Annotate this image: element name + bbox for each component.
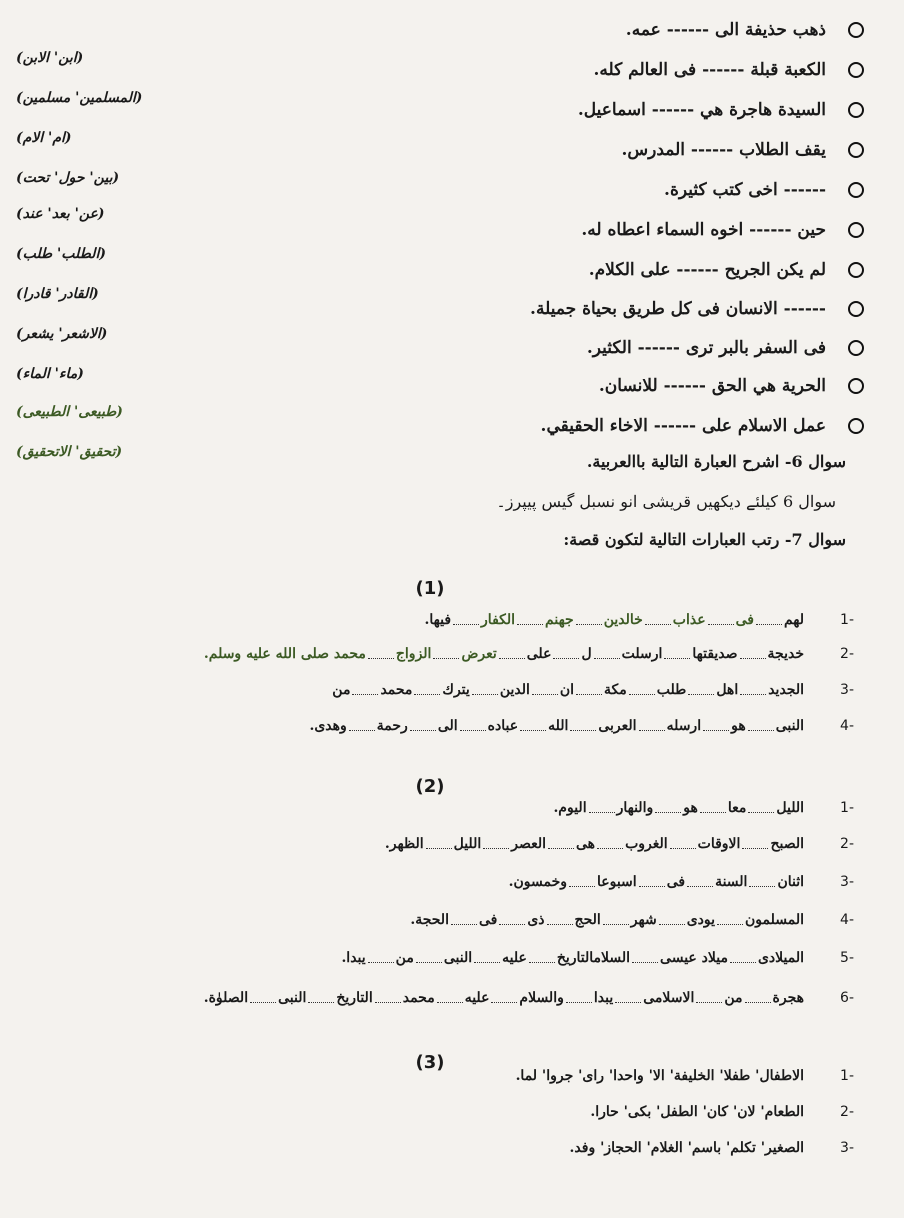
jumbled-word: هى	[576, 836, 596, 852]
jumbled-word: اثنان	[777, 874, 804, 890]
dotted-separator	[474, 962, 500, 963]
fill-in-blank-text: عمل الاسلام على ------ الاخاء الحقيقي.	[540, 416, 826, 436]
dotted-separator	[547, 924, 573, 925]
jumbled-word: الى	[437, 718, 458, 734]
item-text	[385, 836, 804, 852]
jumbled-word: رحمة	[376, 718, 408, 734]
dotted-separator	[594, 658, 620, 659]
dotted-separator	[576, 694, 602, 695]
circle-bullet-icon	[848, 102, 864, 118]
jumbled-word: فى	[666, 874, 686, 890]
jumbled-word: النبى	[278, 990, 307, 1006]
dotted-separator	[566, 1002, 592, 1003]
jumbled-word: الظهر.	[384, 836, 424, 852]
jumbled-word: السلامالتاريخ	[556, 950, 631, 966]
answer-option: (بين' حول' تحت)	[16, 170, 120, 186]
jumbled-word: جهنم	[545, 612, 574, 628]
dotted-separator	[520, 730, 546, 731]
dotted-separator	[664, 658, 690, 659]
jumbled-word: اسبوعا	[596, 874, 637, 890]
dotted-separator	[756, 624, 782, 625]
item-number: 3-	[840, 682, 854, 698]
item-number: 3-	[840, 1140, 854, 1156]
dotted-separator	[368, 658, 394, 659]
fill-in-blank-item	[589, 252, 864, 288]
answer-option: (تحقيق' الاتحقيق)	[16, 444, 123, 460]
circle-bullet-icon	[848, 340, 864, 356]
jumbled-word: التاريخ	[336, 990, 373, 1006]
fill-in-blank-text: فى السفر بالبر ترى ------ الكثير.	[586, 338, 826, 358]
jumbled-word: ل	[581, 646, 592, 662]
dotted-separator	[700, 812, 726, 813]
jumbled-word: ارسلت	[621, 646, 663, 662]
dotted-separator	[517, 624, 543, 625]
ordering-item	[309, 718, 854, 752]
item-text	[204, 990, 804, 1006]
item-text	[509, 874, 804, 890]
dotted-separator	[414, 694, 440, 695]
jumbled-word: المسلمون	[745, 912, 804, 928]
item-text: الصغير' تكلم' باسم' الغلام' الحجاز' وفد.	[569, 1140, 804, 1156]
fill-in-blank-text: ذهب حذيفة الى ------ عمه.	[625, 20, 826, 40]
jumbled-word: محمد صلى الله عليه وسلم.	[203, 646, 366, 662]
jumbled-word: الحجة.	[410, 912, 449, 928]
answer-option: (المسلمين' مسلمين)	[16, 90, 143, 106]
dotted-separator	[548, 848, 574, 849]
circle-bullet-icon	[848, 378, 864, 394]
jumbled-word: مكة	[604, 682, 627, 698]
dotted-separator	[368, 962, 394, 963]
dotted-separator	[410, 730, 436, 731]
jumbled-word: ارسله	[666, 718, 702, 734]
dotted-separator	[696, 1002, 722, 1003]
dotted-separator	[349, 730, 375, 731]
jumbled-word: فى	[735, 612, 754, 628]
item-number: 2-	[840, 836, 854, 852]
item-text: الطعام' لان' كان' الطفل' بكى' حارا.	[590, 1104, 804, 1120]
question-6-urdu-note: سوال 6 کیلئے دیکھیں قریشی انو نسبل گیس پیپرز۔	[496, 492, 836, 511]
dotted-separator	[730, 962, 756, 963]
dotted-separator	[748, 730, 774, 731]
item-number: 1-	[840, 612, 854, 628]
circle-bullet-icon	[848, 62, 864, 78]
dotted-separator	[639, 886, 665, 887]
jumbled-word: النبى	[775, 718, 804, 734]
dotted-separator	[688, 694, 714, 695]
question-6-title: سوال 6- اشرح العبارة التالية باالعربية.	[586, 452, 846, 471]
dotted-separator	[629, 694, 655, 695]
dotted-separator	[532, 694, 558, 695]
dotted-separator	[529, 962, 555, 963]
jumbled-word: النبى	[443, 950, 473, 966]
jumbled-word: على	[526, 646, 552, 662]
dotted-separator	[615, 1002, 641, 1003]
jumbled-word: الحج	[574, 912, 601, 928]
jumbled-word: خديجة	[767, 646, 804, 662]
item-text	[341, 950, 804, 966]
jumbled-word: الميلادى	[757, 950, 804, 966]
dotted-separator	[632, 962, 658, 963]
jumbled-word: يترك	[442, 682, 470, 698]
answer-option: (ماء' الماء)	[16, 366, 84, 382]
jumbled-word: يبدا	[593, 990, 614, 1006]
circle-bullet-icon	[848, 418, 864, 434]
jumbled-word: يودى	[686, 912, 716, 928]
fill-in-blank-item	[594, 52, 865, 88]
jumbled-word: ذى	[527, 912, 545, 928]
jumbled-word: ميلاد عيسى	[660, 950, 728, 966]
ordering-item	[516, 1068, 854, 1102]
dotted-separator	[460, 730, 486, 731]
dotted-separator	[748, 812, 774, 813]
dotted-separator	[740, 658, 766, 659]
jumbled-word: العصر	[511, 836, 547, 852]
jumbled-word: اهل	[716, 682, 739, 698]
jumbled-word: والنهار	[616, 800, 654, 816]
jumbled-word: محمد	[402, 990, 435, 1006]
dotted-separator	[375, 1002, 401, 1003]
dotted-separator	[645, 624, 671, 625]
jumbled-word: الاوقات	[697, 836, 741, 852]
jumbled-word: معا	[727, 800, 747, 816]
fill-in-blank-item	[621, 132, 864, 168]
jumbled-word: الصبح	[770, 836, 804, 852]
ordering-item	[410, 912, 854, 946]
item-number: 5-	[840, 950, 854, 966]
jumbled-word: الله	[548, 718, 569, 734]
item-number: 6-	[840, 990, 854, 1006]
dotted-separator	[655, 812, 681, 813]
jumbled-word: الدين	[499, 682, 530, 698]
circle-bullet-icon	[848, 301, 864, 317]
dotted-separator	[708, 624, 734, 625]
fill-in-blank-text: لم يكن الجريح ------ على الكلام.	[588, 260, 826, 280]
fill-in-blank-item	[578, 92, 864, 128]
ordering-item	[341, 950, 854, 984]
fill-in-blank-item	[541, 408, 864, 444]
ordering-item	[204, 646, 854, 680]
jumbled-word: الزواج	[395, 646, 432, 662]
dotted-separator	[553, 658, 579, 659]
fill-in-blank-text: ------ الانسان فى كل طريق بحياة جميلة.	[530, 299, 826, 319]
jumbled-word: الغروب	[625, 836, 668, 852]
answer-option: (ام' الام)	[16, 130, 72, 146]
circle-bullet-icon	[848, 262, 864, 278]
jumbled-word: من	[332, 682, 351, 698]
dotted-separator	[745, 1002, 771, 1003]
fill-in-blank-text: يقف الطلاب ------ المدرس.	[621, 140, 826, 160]
item-number: 2-	[840, 1104, 854, 1120]
group-heading: (3)	[415, 1052, 445, 1073]
answer-option: (طبيعى' الطبيعى)	[16, 404, 123, 420]
dotted-separator	[433, 658, 459, 659]
item-number: 4-	[840, 912, 854, 928]
jumbled-word: الجديد	[768, 682, 804, 698]
circle-bullet-icon	[848, 222, 864, 238]
item-number: 4-	[840, 718, 854, 734]
jumbled-word: السنة	[715, 874, 748, 890]
dotted-separator	[749, 886, 775, 887]
dotted-separator	[576, 624, 602, 625]
jumbled-word: شهر	[630, 912, 657, 928]
circle-bullet-icon	[848, 142, 864, 158]
dotted-separator	[589, 812, 615, 813]
jumbled-word: الصلوٰة.	[203, 990, 249, 1006]
jumbled-word: وهدى.	[309, 718, 347, 734]
dotted-separator	[437, 1002, 463, 1003]
fill-in-blank-item	[581, 212, 864, 248]
item-text	[204, 646, 804, 662]
dotted-separator	[416, 962, 442, 963]
dotted-separator	[453, 624, 479, 625]
dotted-separator	[603, 924, 629, 925]
ordering-item	[385, 836, 854, 870]
jumbled-word: الاسلامى	[643, 990, 695, 1006]
jumbled-word: عليه	[502, 950, 527, 966]
dotted-separator	[597, 848, 623, 849]
item-text	[410, 912, 804, 928]
ordering-item	[204, 990, 854, 1024]
dotted-separator	[499, 658, 525, 659]
fill-in-blank-text: حين ------ اخوه السماء اعطاه له.	[581, 220, 826, 240]
fill-in-blank-item	[626, 12, 864, 48]
jumbled-word: ان	[559, 682, 575, 698]
dotted-separator	[742, 848, 768, 849]
dotted-separator	[703, 730, 729, 731]
fill-in-blank-item	[599, 368, 864, 404]
jumbled-word: لهم	[783, 612, 804, 628]
dotted-separator	[483, 848, 509, 849]
fill-in-blank-item	[530, 291, 864, 327]
jumbled-word: عباده	[487, 718, 519, 734]
dotted-separator	[352, 694, 378, 695]
answer-option: (عن' بعد' عند)	[16, 206, 105, 222]
item-text	[332, 682, 804, 698]
dotted-separator	[740, 694, 766, 695]
dotted-separator	[499, 924, 525, 925]
jumbled-word: العربى	[598, 718, 637, 734]
jumbled-word: صديقتها	[692, 646, 738, 662]
ordering-item	[590, 1104, 854, 1138]
fill-in-blank-text: السيدة هاجرة هي ------ اسماعيل.	[577, 100, 826, 120]
jumbled-word: هو	[731, 718, 746, 734]
fill-in-blank-item	[664, 172, 864, 208]
dotted-separator	[570, 730, 596, 731]
circle-bullet-icon	[848, 22, 864, 38]
ordering-item	[425, 612, 854, 646]
answer-option: (ابن' الابن)	[16, 50, 84, 66]
ordering-item	[570, 1140, 854, 1174]
jumbled-word: والسلام	[519, 990, 564, 1006]
dotted-separator	[687, 886, 713, 887]
answer-option: (القادر' قادرا)	[16, 286, 99, 302]
jumbled-word: فى	[478, 912, 498, 928]
jumbled-word: عليه	[464, 990, 490, 1006]
jumbled-word: تعرض	[461, 646, 497, 662]
dotted-separator	[472, 694, 498, 695]
jumbled-word: محمد	[380, 682, 413, 698]
dotted-separator	[639, 730, 665, 731]
dotted-separator	[491, 1002, 517, 1003]
dotted-separator	[451, 924, 477, 925]
group-heading: (1)	[415, 578, 445, 599]
jumbled-word: خالدين	[603, 612, 643, 628]
jumbled-word: يبدا.	[341, 950, 366, 966]
item-text	[425, 612, 804, 628]
ordering-item	[553, 800, 854, 834]
jumbled-word: الليل	[776, 800, 804, 816]
question-7-title: سوال 7- رتب العبارات التالية لتكون قصة:	[563, 530, 846, 549]
item-number: 3-	[840, 874, 854, 890]
item-number: 1-	[840, 1068, 854, 1084]
item-number: 1-	[840, 800, 854, 816]
jumbled-word: هجرة	[772, 990, 804, 1006]
jumbled-word: هو	[683, 800, 698, 816]
dotted-separator	[659, 924, 685, 925]
jumbled-word: الليل	[453, 836, 482, 852]
jumbled-word: طلب	[656, 682, 687, 698]
fill-in-blank-text: الحرية هي الحق ------ للانسان.	[598, 376, 826, 396]
jumbled-word: اليوم.	[553, 800, 587, 816]
fill-in-blank-item	[587, 330, 864, 366]
item-text: الاطفال' طفلا' الخليفة' الا' واحدا' راى' جروا' لما.	[515, 1068, 804, 1084]
dotted-separator	[670, 848, 696, 849]
answer-option: (الاشعر' يشعر)	[16, 326, 108, 342]
jumbled-word: وخمسون.	[508, 874, 567, 890]
ordering-item	[332, 682, 854, 716]
dotted-separator	[250, 1002, 276, 1003]
jumbled-word: من	[395, 950, 414, 966]
group-heading: (2)	[415, 776, 445, 797]
item-text	[553, 800, 804, 816]
item-text	[309, 718, 804, 734]
jumbled-word: الكفار	[481, 612, 516, 628]
jumbled-word: فيها.	[424, 612, 452, 628]
answer-option: (الطلب' طلب)	[16, 246, 106, 262]
dotted-separator	[717, 924, 743, 925]
ordering-item	[509, 874, 854, 908]
jumbled-word: عذاب	[672, 612, 706, 628]
jumbled-word: من	[724, 990, 743, 1006]
dotted-separator	[426, 848, 452, 849]
fill-in-blank-text: الكعبة قبلة ------ فى العالم كله.	[593, 60, 826, 80]
fill-in-blank-text: ------ اخى كتب كثيرة.	[664, 180, 826, 200]
dotted-separator	[569, 886, 595, 887]
dotted-separator	[308, 1002, 334, 1003]
item-number: 2-	[840, 646, 854, 662]
circle-bullet-icon	[848, 182, 864, 198]
